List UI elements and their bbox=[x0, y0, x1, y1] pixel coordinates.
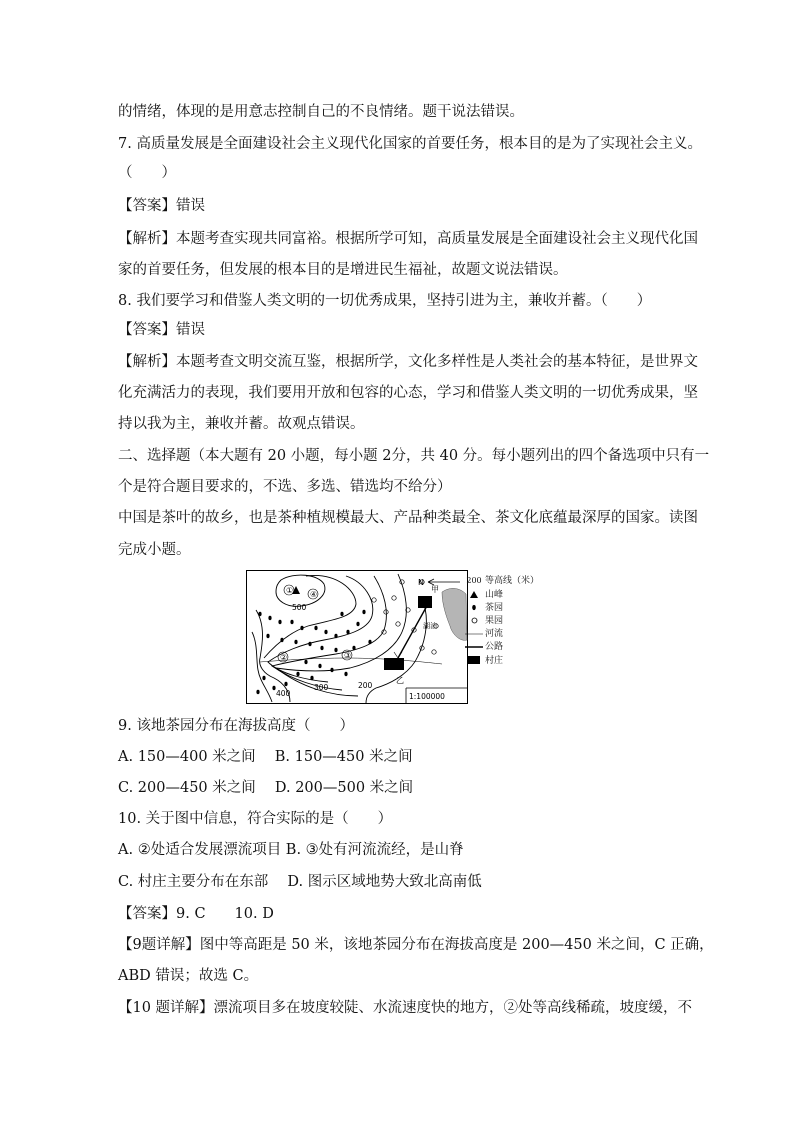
option-line: C. 200—450 米之间 D. 200—500 米之间 bbox=[118, 780, 414, 796]
question-7: 7. 高质量发展是全面建设社会主义现代化国家的首要任务，根本目的是为了实现社会主义。 bbox=[118, 136, 702, 152]
contour-300-label: 300 bbox=[314, 683, 329, 692]
contour-500-label: 500 bbox=[292, 603, 307, 612]
stem-line: 中国是茶叶的故乡，也是茶种植规模最大、产品种类最全、茶文化底蕴最深厚的国家。读图 bbox=[118, 510, 698, 526]
lake-label: 湖泊 bbox=[423, 622, 437, 630]
option-line: A. 150—400 米之间 B. 150—450 米之间 bbox=[118, 749, 413, 765]
village-jia bbox=[418, 596, 432, 608]
option-line: A. ②处适合发展漂流项目 B. ③处有河流流经，是山脊 bbox=[118, 842, 464, 858]
question-10: 10. 关于图中信息，符合实际的是（ ） bbox=[118, 811, 393, 827]
map-legend bbox=[463, 575, 563, 667]
explanation-line: 【10 题详解】漂流项目多在坡度较陡、水流速度快的地方，②处等高线稀疏，坡度缓，不 bbox=[118, 1000, 693, 1016]
stem-line: 完成小题。 bbox=[118, 542, 191, 558]
contour-line-icon: 200 bbox=[466, 576, 482, 586]
north-label: N bbox=[418, 578, 424, 587]
legend-item: 200 等高线（米） bbox=[463, 575, 563, 588]
explanation-line: 【9题详解】图中等高距是 50 米，该地茶园分布在海拔高度是 200—450 米之间，C 正确， bbox=[118, 937, 714, 953]
question-8: 8. 我们要学习和借鉴人类文明的一切优秀成果，坚持引进为主，兼收并蓄。（ ） bbox=[118, 293, 652, 309]
legend-item: 山峰 bbox=[463, 588, 563, 601]
legend-item: 公路 bbox=[463, 641, 563, 654]
analysis-line: 化充满活力的表现，我们要用开放和包容的心态，学习和借鉴人类文明的一切优秀成果，坚 bbox=[118, 385, 698, 401]
point-4-label: ④ bbox=[310, 590, 318, 599]
answer-blank: （ ） bbox=[118, 165, 176, 181]
answer-label: 【答案】错误 bbox=[118, 322, 205, 338]
analysis-line: 【解析】本题考查文明交流互鉴，根据所学，文化多样性是人类社会的基本特征，是世界文 bbox=[118, 354, 698, 370]
explanation-line: ABD 错误；故选 C。 bbox=[118, 968, 259, 984]
jia-label: 甲 bbox=[431, 585, 439, 594]
thick-line-icon bbox=[463, 641, 485, 653]
option-line: C. 村庄主要分布在东部 D. 图示区域地势大致北高南低 bbox=[118, 874, 482, 890]
scale-label: 1:100000 bbox=[409, 692, 445, 701]
yi-label: 乙 bbox=[396, 676, 404, 685]
answer-label: 【答案】错误 bbox=[118, 198, 205, 214]
village-yi bbox=[384, 658, 404, 670]
triangle-icon bbox=[463, 589, 485, 601]
square-icon bbox=[463, 655, 485, 667]
legend-item: 茶园 bbox=[463, 601, 563, 614]
legend-item: 村庄 bbox=[463, 654, 563, 667]
analysis-line: 家的首要任务，但发展的根本目的是增进民生福祉，故题文说法错误。 bbox=[118, 262, 568, 278]
point-2-label: ② bbox=[280, 653, 288, 662]
question-9: 9. 该地茶园分布在海拔高度（ ） bbox=[118, 718, 354, 734]
contour-400-label: 400 bbox=[276, 689, 291, 698]
legend-item: 河流 bbox=[463, 628, 563, 641]
analysis-line: 持以我为主，兼收并蓄。故观点错误。 bbox=[118, 416, 365, 432]
section-heading: 个是符合题目要求的，不选、多选、错选均不给分） bbox=[118, 479, 452, 495]
analysis-line: 【解析】本题考查实现共同富裕。根据所学可知，高质量发展是全面建设社会主义现代化国 bbox=[118, 231, 698, 247]
point-1-label: ① bbox=[286, 586, 294, 595]
contour-200-label: 200 bbox=[358, 681, 373, 690]
text-line: 的情绪，体现的是用意志控制自己的不良情绪。题干说法错误。 bbox=[118, 104, 524, 120]
legend-item: 果园 bbox=[463, 615, 563, 628]
section-heading: 二、选择题（本大题有 20 小题，每小题 2分，共 40 分。每小题列出的四个备选项中只有一 bbox=[118, 448, 710, 464]
thin-line-icon bbox=[463, 628, 485, 640]
point-3-label: ③ bbox=[344, 651, 352, 660]
dot-icon bbox=[463, 602, 485, 614]
circle-icon bbox=[463, 615, 485, 627]
answer-label: 【答案】9. C 10. D bbox=[118, 906, 274, 922]
contour-map bbox=[246, 570, 468, 704]
